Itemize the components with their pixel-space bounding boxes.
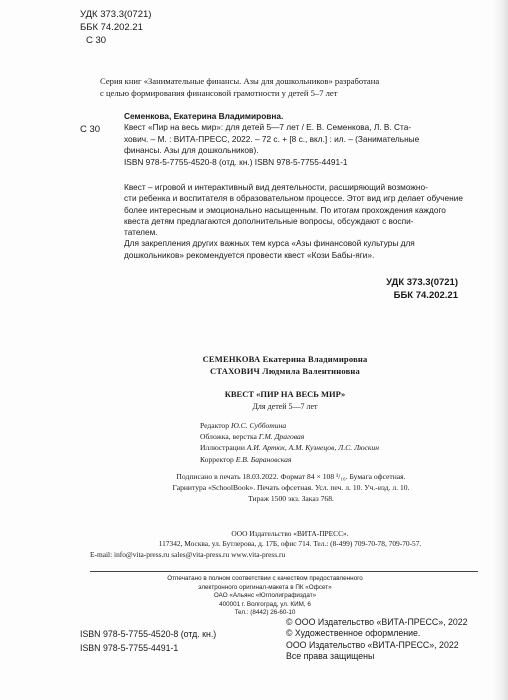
credit-role: Обложка, верстка xyxy=(200,432,257,442)
udk-code: УДК 373.3(0721) xyxy=(386,277,458,288)
isbn-block xyxy=(80,627,216,655)
copyright-line: Все права защищены xyxy=(286,651,375,662)
print-info-line: Гарнитура «SchoolBook». Печать офсетная. Усл. печ. л. 10. Уч.-изд. л. 10. xyxy=(172,483,410,492)
printing-note-line: 400001 г. Волгоград, ул. КИМ, 6 xyxy=(219,600,311,608)
copyright-block xyxy=(286,617,468,663)
copyright-line: © Художественное оформление. xyxy=(286,628,421,639)
annotation-line: дошкольников» рекомендуется провести квест «Кози Бабы-яги». xyxy=(124,249,375,260)
printing-note-line: электронного оригинал-макета в ПК «Офсет» xyxy=(198,583,332,591)
credit-names: Г.М. Драговая xyxy=(258,432,305,442)
classification-codes-right xyxy=(386,276,458,302)
credit-names: Ю.С. Субботина xyxy=(230,421,287,430)
isbn-line: ISBN 978-5-7755-4520-8 (отд. кн.) xyxy=(80,629,217,639)
credit-line xyxy=(200,420,379,431)
bibliographic-record xyxy=(124,111,484,168)
credit-role: Иллюстрации xyxy=(200,443,245,453)
annotation-line: Для закрепления других важных тем курса «Азы финансовой культуры для xyxy=(124,238,415,249)
biblio-isbn-line: ISBN 978-5-7755-4520-8 (отд. кн.) ISBN 978-5-7755-4491-1 xyxy=(124,156,348,167)
page-edge-shading xyxy=(488,0,508,700)
publisher-contacts: E-mail: info@vita-press.ru sales@vita-press.ru www.vita-press.ru xyxy=(90,549,286,559)
credit-role: Корректор xyxy=(200,454,234,464)
printing-note-line: Отпечатано в полном соответствии с качеством предоставленного xyxy=(167,575,363,582)
isbn-line: ISBN 978-5-7755-4491-1 xyxy=(80,643,179,653)
age-range: Для детей 5—7 лет xyxy=(252,402,318,411)
annotation-paragraph xyxy=(124,238,484,261)
series-note-line: с целью формирования финансовой грамотности у детей 5–7 лет xyxy=(100,87,338,98)
copyright-line: © ООО Издательство «ВИТА-ПРЕСС», 2022 xyxy=(286,617,468,627)
credits-block xyxy=(200,420,379,465)
copyright-line: ООО Издательство «ВИТА-ПРЕСС», 2022 xyxy=(286,639,459,650)
biblio-index: С 30 xyxy=(80,124,101,135)
print-info-line: Подписано в печать 18.03.2022. Формат 84 × 108 ¹/₁₆. Бумага офсетная. xyxy=(176,472,406,481)
publisher-name: ООО Издательство «ВИТА-ПРЕСС». xyxy=(231,529,349,538)
annotation-line: квеста детям предлагаются дополнительные вопросы, обсуждают с воспи- xyxy=(124,215,414,226)
series-note-line: Серия книг «Занимательные финансы. Азы для дошкольников» разработана xyxy=(100,76,380,86)
annotation-line: более интересным и эмоционально насыщенным. По итогам прохождения каждого xyxy=(124,204,446,215)
printing-note-line: Тел.: (8442) 26-60-10 xyxy=(234,609,296,617)
biblio-line: финансы. Азы для дошкольников). xyxy=(124,145,259,156)
biblio-author: Семенкова, Екатерина Владимировна. xyxy=(124,111,284,121)
credit-line xyxy=(200,454,379,465)
biblio-line: Квест «Пир на весь мир»: для детей 5—7 лет / Е. В. Семенкова, Л. В. Ста- xyxy=(124,122,412,133)
credit-names: А.И. Артюх, А.М. Кузнецов, Л.С. Люскин xyxy=(246,443,379,453)
publisher-address: 117342, Москва, ул. Бутлерова, д. 17Б, офис 714. Тел.: (8-499) 709-70-78, 709-70-57. xyxy=(158,539,422,549)
udk-code: УДК 373.3(0721) xyxy=(80,9,152,20)
credit-role: Редактор xyxy=(200,421,230,430)
publisher-info xyxy=(90,529,490,560)
annotation xyxy=(124,182,484,261)
divider xyxy=(90,571,478,572)
classification-codes xyxy=(80,8,151,47)
print-info-line: Тираж 1500 экз. Заказ 768. xyxy=(248,494,334,503)
annotation-line: сти ребенка и воспитателя в образовательном процессе. Этот вид игр делает обучение xyxy=(124,193,463,204)
page-edge-bleed xyxy=(488,0,508,700)
printing-house-note xyxy=(110,575,420,618)
author-2: СТАХОВИЧ Людмила Валентиновна xyxy=(210,366,360,376)
credit-line xyxy=(200,442,379,453)
series-note xyxy=(100,76,480,99)
biblio-line: хович. – М. : ВИТА-ПРЕСС, 2022. – 72 с. + [8 с., вкл.] : ил. – (Занимательные xyxy=(124,133,420,144)
credit-names: Е.В. Барановская xyxy=(235,454,292,464)
bbk-code: ББК 74.202.21 xyxy=(393,290,458,301)
author-1: СЕМЕНКОВА Екатерина Владимировна xyxy=(202,354,368,364)
authors-block xyxy=(120,353,450,377)
printing-note-line: ОАО «Альянс «Югполиграфиздат» xyxy=(213,592,317,600)
book-title: КВЕСТ «ПИР НА ВЕСЬ МИР» xyxy=(224,389,346,399)
annotation-line: Квест – игровой и интерактивный вид деятельности, расширяющий возможно- xyxy=(124,182,428,192)
bbk-code: ББК 74.202.21 xyxy=(80,22,143,33)
print-info xyxy=(126,471,456,504)
annotation-line: тателем. xyxy=(124,227,158,238)
author-index: С 30 xyxy=(86,35,107,46)
annotation-paragraph xyxy=(124,182,484,238)
credit-line xyxy=(200,431,379,442)
